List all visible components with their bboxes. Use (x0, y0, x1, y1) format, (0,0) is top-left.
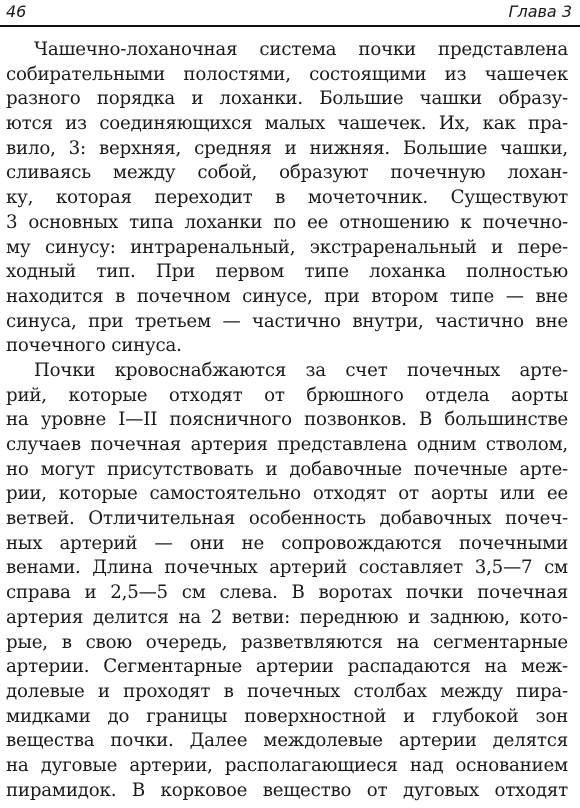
text-line: на уровне I—II поясничного позвонков. В большинстве (6, 409, 568, 431)
text-line: вещества почки. Далее междолевые артерии делятся (6, 730, 568, 752)
body-text (6, 38, 568, 803)
text-line: находится в почечном синусе, при втором типе — вне (6, 285, 568, 307)
text-line: рые, в свою очередь, разветвляются на сегментарные (6, 631, 568, 653)
text-line: му синусу: интраренальный, экстраренальный и пере- (6, 236, 568, 258)
text-line: Почки кровоснабжаются за счет почечных арте- (34, 359, 568, 381)
text-line: ются из соединяющихся малых чашечек. Их, как пра- (6, 113, 568, 135)
text-line: справа и 2,5—5 см слева. В воротах почки почечная (6, 582, 568, 604)
chapter-title: Глава 3 (508, 2, 572, 21)
text-line: Чашечно-лоханочная система почки представлена (34, 39, 568, 60)
text-line: ных артерий — они не сопровождаются почечными (6, 532, 568, 554)
text-line: артерия делится на 2 ветви: переднюю и заднюю, кото- (6, 606, 568, 628)
text-line: 3 основных типа лоханки по ее отношению к почечно- (6, 211, 568, 233)
text-line: собирательными полостями, состоящими из чашечек (6, 63, 568, 85)
text-line: почечного синуса. (6, 335, 182, 357)
text-line: мидками до границы поверхностной и глубокой зон (6, 705, 568, 727)
text-line: рии, которые самостоятельно отходят от аорты или ее (6, 483, 568, 505)
text-line: венами. Длина почечных артерий составляет 3,5—7 см (6, 557, 568, 579)
text-line: случаев почечная артерия представлена одним стволом, (6, 434, 568, 455)
text-line: артерии. Сегментарные артерии распадаются на меж- (6, 656, 568, 678)
text-line: синуса, при третьем — частично внутри, частично вне (6, 310, 568, 332)
text-line: ветвей. Отличительная особенность добавочных почеч- (6, 508, 568, 530)
text-line: ку, которая переходит в мочеточник. Существуют (6, 187, 568, 209)
text-line: пирамидок. В корковое вещество от дуговых отходят (6, 779, 568, 801)
text-line: ходный тип. При первом типе лоханка полностью (6, 261, 568, 283)
text-line: сливаясь между собой, образуют почечную лохан- (6, 162, 568, 184)
page-number: 46 (6, 2, 27, 21)
header-rule (0, 25, 580, 27)
paragraph-renal-blood-supply (6, 359, 568, 803)
text-line: вило, 3: верхняя, средняя и нижняя. Большие чашки, (6, 137, 568, 159)
text-line: долевые и проходят в почечных столбах между пира- (6, 680, 568, 702)
text-line: на дуговые артерии, располагающиеся над основанием (6, 754, 568, 776)
text-line: но могут присутствовать и добавочные почечные арте- (6, 458, 568, 480)
paragraph-pelvicalyceal-system (6, 38, 568, 359)
text-line: разного порядка и лоханки. Большие чашки образу- (6, 88, 568, 110)
text-line: рий, которые отходят от брюшного отдела аорты (6, 384, 568, 406)
